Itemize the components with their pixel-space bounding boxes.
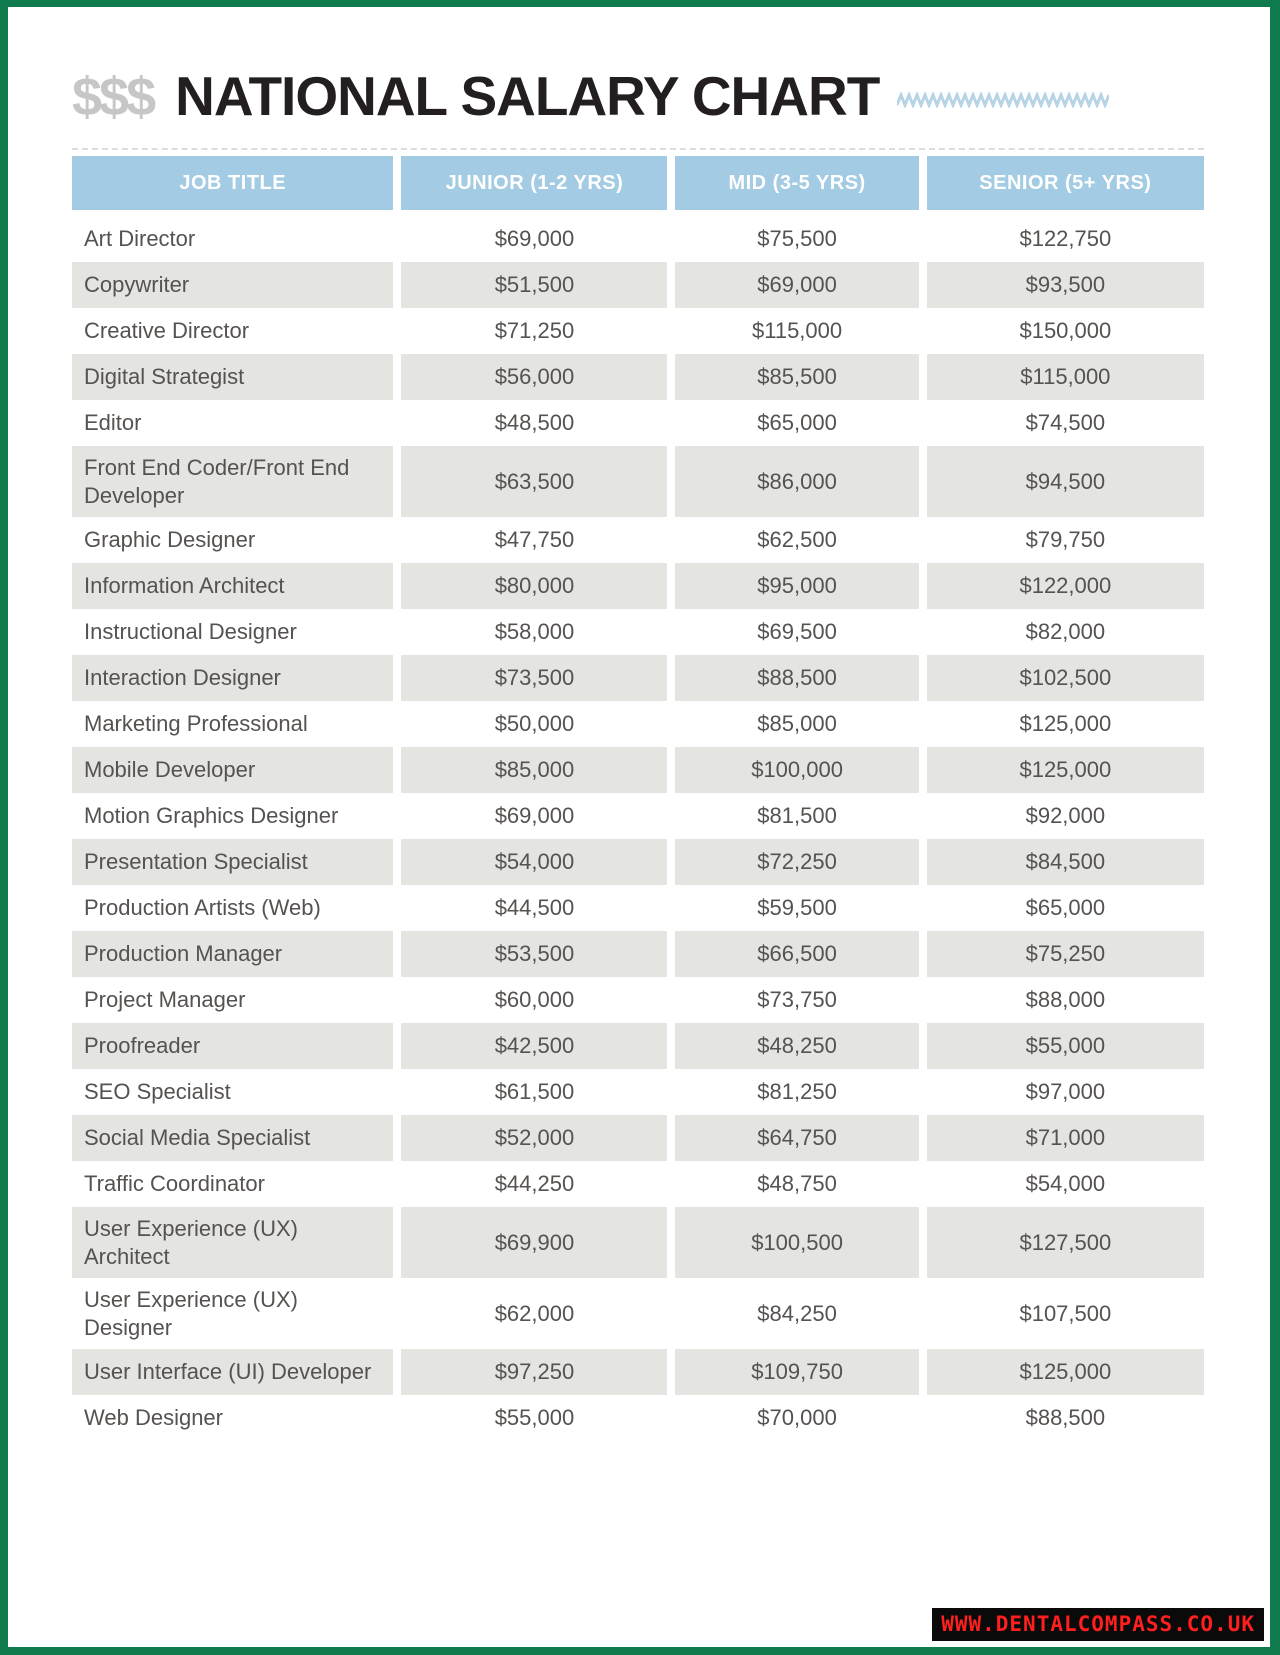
senior-salary-cell: $125,000	[919, 747, 1204, 793]
mid-salary-cell: $64,750	[667, 1115, 918, 1161]
senior-salary-cell: $79,750	[919, 517, 1204, 563]
table-row	[72, 793, 1204, 839]
job-title-cell: Motion Graphics Designer	[72, 793, 393, 839]
table-row	[72, 609, 1204, 655]
job-title-cell: Copywriter	[72, 262, 393, 308]
page-title: NATIONAL SALARY CHART	[175, 65, 880, 127]
job-title-cell: Mobile Developer	[72, 747, 393, 793]
table-body	[72, 216, 1204, 1441]
senior-salary-cell: $88,000	[919, 977, 1204, 1023]
job-title-cell: Interaction Designer	[72, 655, 393, 701]
junior-salary-cell: $56,000	[393, 354, 667, 400]
junior-salary-cell: $61,500	[393, 1069, 667, 1115]
salary-table	[72, 156, 1204, 1441]
job-title-cell: Editor	[72, 400, 393, 446]
mid-salary-cell: $100,000	[667, 747, 918, 793]
junior-salary-cell: $69,900	[393, 1207, 667, 1278]
job-title-cell: Production Artists (Web)	[72, 885, 393, 931]
column-header-junior: JUNIOR (1-2 YRS)	[393, 156, 667, 216]
senior-salary-cell: $97,000	[919, 1069, 1204, 1115]
junior-salary-cell: $51,500	[393, 262, 667, 308]
senior-salary-cell: $93,500	[919, 262, 1204, 308]
column-header-mid: MID (3-5 YRS)	[667, 156, 918, 216]
mid-salary-cell: $75,500	[667, 216, 918, 262]
mid-salary-cell: $69,000	[667, 262, 918, 308]
senior-salary-cell: $54,000	[919, 1161, 1204, 1207]
table-row	[72, 1023, 1204, 1069]
junior-salary-cell: $44,500	[393, 885, 667, 931]
table-row	[72, 1069, 1204, 1115]
mid-salary-cell: $95,000	[667, 563, 918, 609]
mid-salary-cell: $73,750	[667, 977, 918, 1023]
junior-salary-cell: $55,000	[393, 1395, 667, 1441]
mid-salary-cell: $59,500	[667, 885, 918, 931]
mid-salary-cell: $85,000	[667, 701, 918, 747]
job-title-cell: Instructional Designer	[72, 609, 393, 655]
job-title-cell: Project Manager	[72, 977, 393, 1023]
table-row	[72, 400, 1204, 446]
table-row	[72, 1395, 1204, 1441]
senior-salary-cell: $115,000	[919, 354, 1204, 400]
job-title-cell: Proofreader	[72, 1023, 393, 1069]
job-title-cell: Graphic Designer	[72, 517, 393, 563]
table-row	[72, 1349, 1204, 1395]
senior-salary-cell: $82,000	[919, 609, 1204, 655]
junior-salary-cell: $52,000	[393, 1115, 667, 1161]
job-title-cell: Traffic Coordinator	[72, 1161, 393, 1207]
junior-salary-cell: $54,000	[393, 839, 667, 885]
junior-salary-cell: $73,500	[393, 655, 667, 701]
mid-salary-cell: $72,250	[667, 839, 918, 885]
junior-salary-cell: $42,500	[393, 1023, 667, 1069]
mid-salary-cell: $109,750	[667, 1349, 918, 1395]
column-header-job-title: JOB TITLE	[72, 156, 393, 216]
job-title-cell: Production Manager	[72, 931, 393, 977]
table-row	[72, 1115, 1204, 1161]
table-row	[72, 701, 1204, 747]
junior-salary-cell: $80,000	[393, 563, 667, 609]
job-title-cell: Web Designer	[72, 1395, 393, 1441]
job-title-cell: User Experience (UX) Architect	[72, 1207, 393, 1278]
mid-salary-cell: $48,750	[667, 1161, 918, 1207]
table-row	[72, 747, 1204, 793]
mid-salary-cell: $65,000	[667, 400, 918, 446]
junior-salary-cell: $53,500	[393, 931, 667, 977]
table-row	[72, 262, 1204, 308]
junior-salary-cell: $47,750	[393, 517, 667, 563]
mid-salary-cell: $66,500	[667, 931, 918, 977]
job-title-cell: User Interface (UI) Developer	[72, 1349, 393, 1395]
mid-salary-cell: $100,500	[667, 1207, 918, 1278]
mid-salary-cell: $86,000	[667, 446, 918, 517]
table-row	[72, 839, 1204, 885]
mid-salary-cell: $69,500	[667, 609, 918, 655]
table-row	[72, 885, 1204, 931]
mid-salary-cell: $48,250	[667, 1023, 918, 1069]
job-title-cell: SEO Specialist	[72, 1069, 393, 1115]
mid-salary-cell: $115,000	[667, 308, 918, 354]
mid-salary-cell: $81,250	[667, 1069, 918, 1115]
job-title-cell: Digital Strategist	[72, 354, 393, 400]
senior-salary-cell: $127,500	[919, 1207, 1204, 1278]
senior-salary-cell: $125,000	[919, 701, 1204, 747]
senior-salary-cell: $122,000	[919, 563, 1204, 609]
job-title-cell: Marketing Professional	[72, 701, 393, 747]
senior-salary-cell: $94,500	[919, 446, 1204, 517]
junior-salary-cell: $97,250	[393, 1349, 667, 1395]
mid-salary-cell: $84,250	[667, 1278, 918, 1349]
mid-salary-cell: $62,500	[667, 517, 918, 563]
job-title-cell: Art Director	[72, 216, 393, 262]
table-row	[72, 1278, 1204, 1349]
table-header	[72, 156, 1204, 216]
job-title-cell: Creative Director	[72, 308, 393, 354]
junior-salary-cell: $63,500	[393, 446, 667, 517]
senior-salary-cell: $75,250	[919, 931, 1204, 977]
junior-salary-cell: $44,250	[393, 1161, 667, 1207]
table-row	[72, 563, 1204, 609]
dollar-signs-icon: $$$	[72, 66, 154, 127]
junior-salary-cell: $71,250	[393, 308, 667, 354]
page-header	[72, 65, 1270, 127]
job-title-cell: Social Media Specialist	[72, 1115, 393, 1161]
senior-salary-cell: $107,500	[919, 1278, 1204, 1349]
table-row	[72, 1161, 1204, 1207]
table-row	[72, 1207, 1204, 1278]
senior-salary-cell: $84,500	[919, 839, 1204, 885]
junior-salary-cell: $48,500	[393, 400, 667, 446]
column-header-senior: SENIOR (5+ YRS)	[919, 156, 1204, 216]
table-row	[72, 216, 1204, 262]
senior-salary-cell: $55,000	[919, 1023, 1204, 1069]
senior-salary-cell: $122,750	[919, 216, 1204, 262]
senior-salary-cell: $125,000	[919, 1349, 1204, 1395]
junior-salary-cell: $69,000	[393, 216, 667, 262]
senior-salary-cell: $102,500	[919, 655, 1204, 701]
job-title-cell: Front End Coder/Front End Developer	[72, 446, 393, 517]
table-row	[72, 931, 1204, 977]
junior-salary-cell: $50,000	[393, 701, 667, 747]
table-row	[72, 308, 1204, 354]
table-row	[72, 446, 1204, 517]
mid-salary-cell: $85,500	[667, 354, 918, 400]
senior-salary-cell: $88,500	[919, 1395, 1204, 1441]
junior-salary-cell: $58,000	[393, 609, 667, 655]
senior-salary-cell: $71,000	[919, 1115, 1204, 1161]
header-row	[72, 156, 1204, 216]
watermark: WWW.DENTALCOMPASS.CO.UK	[932, 1608, 1264, 1641]
senior-salary-cell: $92,000	[919, 793, 1204, 839]
job-title-cell: Presentation Specialist	[72, 839, 393, 885]
junior-salary-cell: $85,000	[393, 747, 667, 793]
mid-salary-cell: $81,500	[667, 793, 918, 839]
senior-salary-cell: $65,000	[919, 885, 1204, 931]
dashed-rule	[72, 148, 1204, 150]
senior-salary-cell: $150,000	[919, 308, 1204, 354]
junior-salary-cell: $60,000	[393, 977, 667, 1023]
zigzag-decoration-icon	[897, 92, 1109, 108]
mid-salary-cell: $88,500	[667, 655, 918, 701]
table-row	[72, 354, 1204, 400]
table-row	[72, 517, 1204, 563]
salary-table-container	[72, 148, 1204, 1441]
table-row	[72, 977, 1204, 1023]
junior-salary-cell: $69,000	[393, 793, 667, 839]
table-row	[72, 655, 1204, 701]
junior-salary-cell: $62,000	[393, 1278, 667, 1349]
mid-salary-cell: $70,000	[667, 1395, 918, 1441]
job-title-cell: User Experience (UX) Designer	[72, 1278, 393, 1349]
job-title-cell: Information Architect	[72, 563, 393, 609]
senior-salary-cell: $74,500	[919, 400, 1204, 446]
